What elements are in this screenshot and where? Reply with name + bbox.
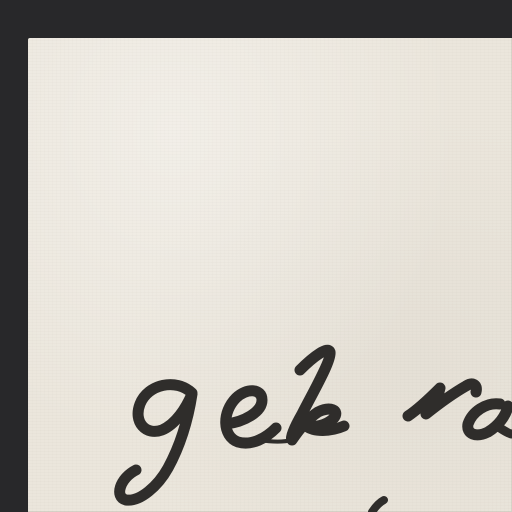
letter-k [291, 350, 344, 440]
partial-stroke-bottom [372, 500, 384, 512]
handwritten-word-gek [120, 350, 344, 500]
letter-g [120, 385, 192, 501]
handwritten-word-ro [408, 384, 512, 435]
letter-r [408, 384, 476, 416]
letter-e [226, 391, 276, 443]
letter-k-tail [260, 440, 292, 442]
letter-o-connector [500, 428, 512, 434]
